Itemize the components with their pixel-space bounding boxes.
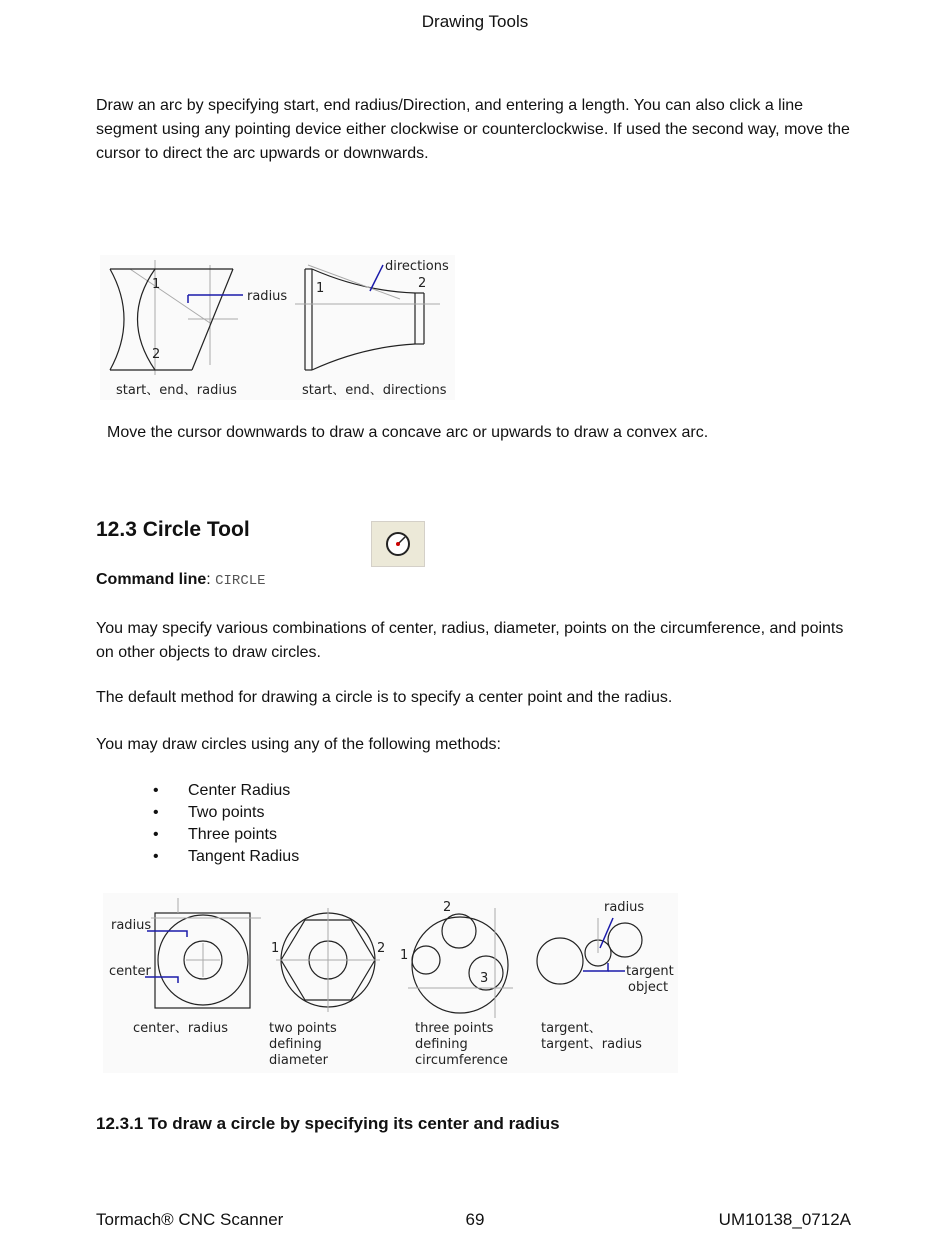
circle-fig3-point-3: 3: [480, 971, 489, 986]
circle-tool-icon[interactable]: [371, 521, 425, 567]
circle-fig3-point-2: 2: [443, 900, 452, 915]
circle-fig2-caption-2: defining: [269, 1037, 322, 1052]
arc-left-point-1: 1: [152, 277, 161, 292]
arc-left-caption: start、end、radius: [116, 383, 237, 398]
circle-fig1-center-label: center: [109, 964, 151, 979]
circle-para-3: You may draw circles using any of the following methods:: [96, 736, 501, 753]
arc-radius-label: radius: [247, 289, 288, 304]
arc-figure: [100, 255, 455, 400]
circle-tool-glyph: [372, 522, 424, 566]
command-line-value: CIRCLE: [215, 573, 266, 589]
command-line: Command line: CIRCLE: [96, 571, 266, 589]
command-line-label: Command line: [96, 571, 207, 588]
circle-para-2: The default method for drawing a circle is to specify a center point and the radius.: [96, 689, 673, 706]
arc-start-end-radius-diagram: [110, 260, 243, 375]
circle-fig2-caption-1: two points: [269, 1021, 337, 1036]
circle-methods-figure: [103, 893, 678, 1073]
arc-right-point-2: 2: [418, 276, 427, 291]
circle-fig4-radius-label: radius: [604, 900, 645, 915]
arc-left-point-2: 2: [152, 347, 161, 362]
circle-fig4-caption-2: targent、radius: [541, 1037, 642, 1052]
circle-fig1-radius-label: radius: [111, 918, 152, 933]
circle-fig2-point-1: 1: [271, 941, 280, 956]
footer-product: Tormach® CNC Scanner: [96, 1210, 284, 1229]
subsection-heading: 12.3.1 To draw a circle by specifying its center and radius: [96, 1114, 560, 1133]
footer-doc-id: UM10138_0712A: [718, 1210, 851, 1229]
page-header: Drawing Tools: [421, 12, 529, 31]
circle-fig4-target-label-1: targent: [626, 964, 674, 979]
section-heading-circle-tool: 12.3 Circle Tool: [96, 518, 250, 541]
list-item: • Tangent Radius: [140, 846, 299, 868]
circle-fig3-caption-3: circumference: [415, 1053, 508, 1068]
circle-fig1-caption: center、radius: [133, 1021, 229, 1036]
footer-page-number: 69: [465, 1210, 485, 1229]
list-item: • Two points: [140, 802, 299, 824]
circle-three-points-diagram: [408, 908, 513, 1018]
circle-fig3-caption-2: defining: [415, 1037, 468, 1052]
list-item: • Three points: [140, 824, 299, 846]
circle-fig2-caption-3: diameter: [269, 1053, 328, 1068]
circle-fig4-target-label-2: object: [628, 980, 669, 995]
circle-center-radius-diagram: [145, 898, 261, 1008]
circle-fig3-caption-1: three points: [415, 1021, 494, 1036]
circle-fig2-point-2: 2: [377, 941, 386, 956]
circle-two-points-diagram: [276, 908, 380, 1012]
circle-fig3-point-1: 1: [400, 948, 409, 963]
arc-note: Move the cursor downwards to draw a concave arc or upwards to draw a convex arc.: [107, 424, 709, 441]
circle-fig4-caption-1: targent、: [541, 1021, 602, 1036]
circle-methods-list: [140, 780, 299, 868]
list-item: • Center Radius: [140, 780, 299, 802]
circle-para-1: You may specify various combinations of center, radius, diameter, points on the circumference, and points on other objects to draw circles.: [96, 620, 844, 661]
arc-right-caption: start、end、directions: [302, 383, 447, 398]
arc-directions-label: directions: [385, 259, 449, 274]
arc-intro: Draw an arc by specifying start, end radius/Direction, and entering a length. You can also click a line segment using any pointing device either clockwise or counterclockwise. If used the second way, move the cursor to direct the arc upwards or downwards.: [96, 97, 850, 162]
arc-right-point-1: 1: [316, 281, 325, 296]
